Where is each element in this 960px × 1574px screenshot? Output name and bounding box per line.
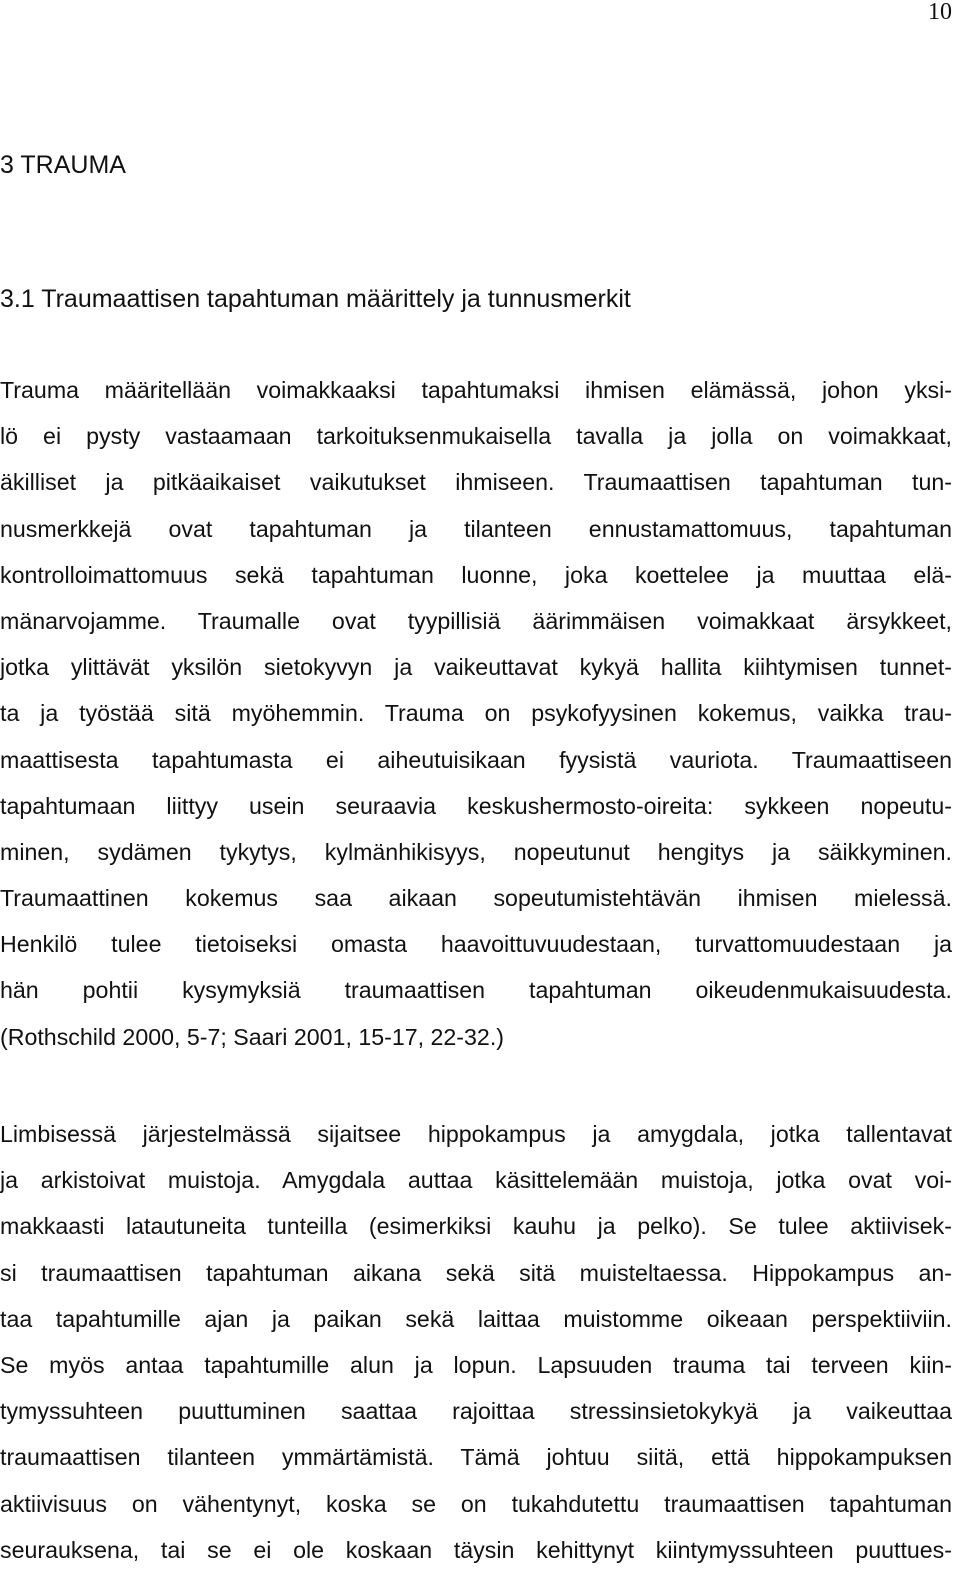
text-line: Trauma määritellään voimakkaaksi tapahtumaksi ihmisen elämässä, johon yksi- <box>0 377 952 403</box>
text-line: Traumaattinen kokemus saa aikaan sopeutumistehtävän ihmisen mielessä. <box>0 885 952 912</box>
paragraph-limbic-system <box>0 1111 952 1573</box>
text-line: jotka ylittävät yksilön sietokyvyn ja vaikeuttavat kykyä hallita kiihtymisen tunnet- <box>0 654 952 681</box>
text-line: Henkilö tulee tietoiseksi omasta haavoittuvuudestaan, turvattomuudestaan ja <box>0 931 952 958</box>
text-line: (Rothschild 2000, 5-7; Saari 2001, 15-17, 22-32.) <box>0 1023 504 1050</box>
chapter-title: 3 TRAUMA <box>0 151 126 179</box>
text-line: makkaasti latautuneita tunteilla (esimerkiksi kauhu ja pelko). Se tulee aktiivisek- <box>0 1213 952 1240</box>
text-line: minen, sydämen tykytys, kylmänhikisyys, nopeutunut hengitys ja säikkyminen. <box>0 838 952 865</box>
text-line: si traumaattisen tapahtuman aikana sekä sitä muisteltaessa. Hippokampus an- <box>0 1259 952 1286</box>
paragraph-trauma-definition <box>0 367 952 1060</box>
text-line: ja arkistoivat muistoja. Amygdala auttaa käsittelemään muistoja, jotka ovat voi- <box>0 1167 952 1194</box>
text-line: seurauksena, tai se ei ole koskaan täysin kehittynyt kiintymyssuhteen puuttues- <box>0 1536 952 1563</box>
text-line: kontrolloimattomuus sekä tapahtuman luonne, joka koettelee ja muuttaa elä- <box>0 561 952 588</box>
text-line: äkilliset ja pitkäaikaiset vaikutukset ihmiseen. Traumaattisen tapahtuman tun- <box>0 469 952 496</box>
text-line: nusmerkkejä ovat tapahtuman ja tilanteen ennustamattomuus, tapahtuman <box>0 515 952 542</box>
text-line: mänarvojamme. Traumalle ovat tyypillisiä äärimmäisen voimakkaat ärsykkeet, <box>0 607 952 634</box>
section-title: 3.1 Traumaattisen tapahtuman määrittely ja tunnusmerkit <box>0 285 631 313</box>
text-line: maattisesta tapahtumasta ei aiheutuisikaan fyysistä vauriota. Traumaattiseen <box>0 746 952 773</box>
text-line: lö ei pysty vastaamaan tarkoituksenmukaisella tavalla ja jolla on voimakkaat, <box>0 423 952 450</box>
text-line: ta ja työstää sitä myöhemmin. Trauma on psykofyysinen kokemus, vaikka trau- <box>0 700 952 727</box>
text-line: Limbisessä järjestelmässä sijaitsee hippokampus ja amygdala, jotka tallentavat <box>0 1121 952 1147</box>
text-line: aktiivisuus on vähentynyt, koska se on tukahdutettu traumaattisen tapahtuman <box>0 1490 952 1517</box>
text-line: tapahtumaan liittyy usein seuraavia keskushermosto-oireita: sykkeen nopeutu- <box>0 792 952 819</box>
text-line: Se myös antaa tapahtumille alun ja lopun. Lapsuuden trauma tai terveen kiin- <box>0 1351 952 1378</box>
text-line: tymyssuhteen puuttuminen saattaa rajoittaa stressinsietokykyä ja vaikeuttaa <box>0 1398 952 1425</box>
text-line: traumaattisen tilanteen ymmärtämistä. Tämä johtuu siitä, että hippokampuksen <box>0 1444 952 1471</box>
page-number: 10 <box>928 0 952 25</box>
text-line: taa tapahtumille ajan ja paikan sekä laittaa muistomme oikeaan perspektiiviin. <box>0 1305 952 1332</box>
text-line: hän pohtii kysymyksiä traumaattisen tapahtuman oikeudenmukaisuudesta. <box>0 977 952 1004</box>
